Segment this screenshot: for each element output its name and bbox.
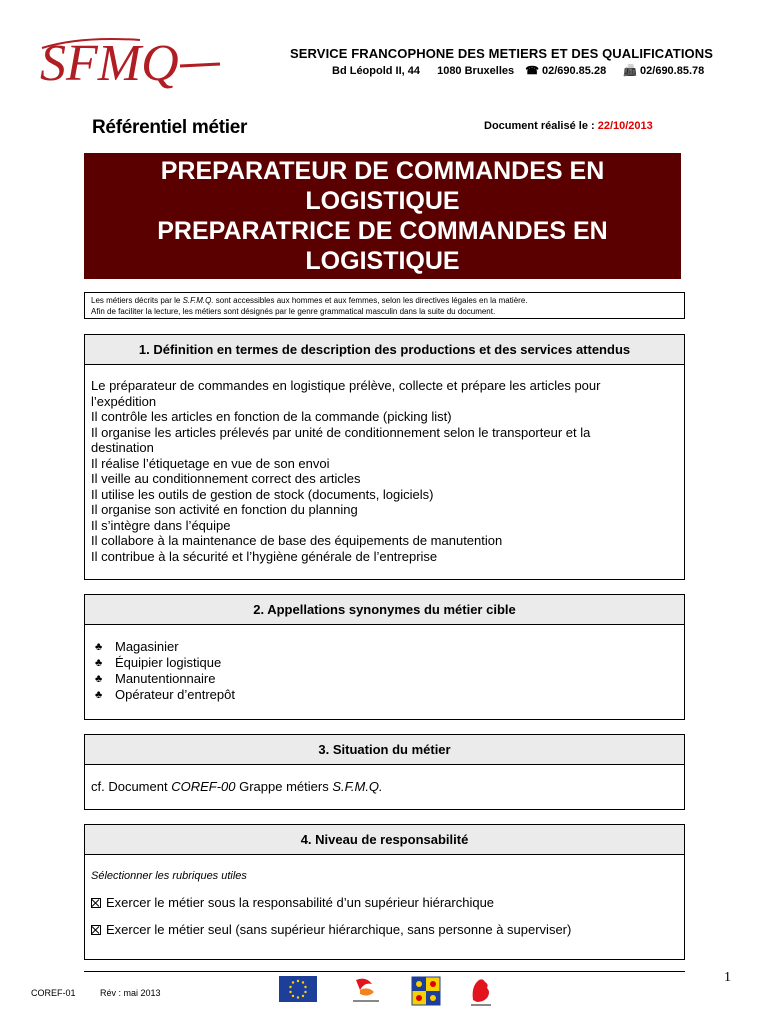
responsibility-option [91,922,678,938]
formation-logo [350,976,382,1006]
section-1-heading: 1. Définition en termes de description des productions et des services attendus [84,334,685,365]
synonym-label: Équipier logistique [115,655,222,670]
definition-line: Il organise les articles prélevés par unité de conditionnement selon le transporteur et la [91,424,591,440]
logo-text: SFMQ [40,35,179,92]
notice-text: Afin de faciliter la lecture, les métiers sont désignés par le genre grammatical masculin dans la suite du document. [91,307,496,316]
eu-flag-logo [279,976,317,1002]
synonym-label: Opérateur d’entrepôt [115,687,235,702]
definition-line: Il réalise l’étiquetage en vue de son envoi [91,455,330,471]
title-line: LOGISTIQUE [305,187,460,215]
definition-line: Il collabore à la maintenance de base des équipements de manutention [91,533,503,548]
synonym-label: Manutentionnaire [115,671,216,686]
org-name: SERVICE FRANCOPHONE DES METIERS ET DES QUALIFICATIONS [290,46,714,61]
notice-text: Les métiers décrits par le [91,296,183,305]
gender-notice [84,292,685,319]
definition-line: l’expédition [91,393,157,409]
club-bullet-icon: ♣ [95,641,103,653]
wallonie-rooster-logo [467,976,495,1008]
list-item [91,655,678,671]
section-2-heading: 2. Appellations synonymes du métier cible [84,594,685,625]
org-contact-line [332,64,704,77]
job-title-block [84,153,681,279]
option-label: Exercer le métier seul (sans supérieur hiérarchique, sans personne à superviser) [106,922,572,937]
option-label: Exercer le métier sous la responsabilité d’un supérieur hiérarchique [106,894,495,910]
definition-line: Il contrôle les articles en fonction de la commande (picking list) [91,409,452,424]
club-bullet-icon: ♣ [95,657,103,669]
selection-instruction: Sélectionner les rubriques utiles [91,870,247,882]
definition-line: Il utilise les outils de gestion de stock (documents, logiciels) [91,486,434,502]
definition-line: Il veille au conditionnement correct des articles [91,471,361,486]
list-item [91,671,678,687]
synonym-label: Magasinier [115,639,179,654]
fax-number: 02/690.85.78 [640,65,705,77]
section-2-body [84,625,685,720]
notice-emphasis: S.F.M.Q. [182,296,214,305]
title-line: PREPARATEUR DE COMMANDES EN [160,157,605,185]
section-1-body [84,365,685,580]
definition-line: Il s’intègre dans l’équipe [91,517,231,533]
situation-text: Grappe métiers [235,779,333,794]
org-postal: 1080 Bruxelles [437,65,515,77]
section-4-body [84,855,685,960]
phone-icon: ☎ [525,65,539,77]
list-item [91,687,678,703]
list-item [91,639,678,655]
definition-line: Il contribue à la sécurité et l’hygiène générale de l’entreprise [91,548,438,564]
checked-checkbox[interactable] [91,898,101,908]
checked-checkbox[interactable] [91,925,101,935]
fax-icon: 📠 [623,65,637,77]
org-address: Bd Léopold II, 44 [332,65,421,77]
definition-line: Le préparateur de commandes en logistique prélève, collecte et prépare les articles pour [91,378,601,393]
situation-text: cf. Document [91,779,172,794]
footer-divider [84,971,685,972]
responsibility-option [91,895,678,911]
section-4-heading: 4. Niveau de responsabilité [84,824,685,855]
title-line: PREPARATRICE DE COMMANDES EN [157,217,608,245]
date-value: 22/10/2013 [597,120,653,132]
coref-reference: COREF-00 [171,779,236,794]
club-bullet-icon: ♣ [95,689,103,701]
definition-line: destination [91,440,154,455]
page-number: 1 [724,970,731,985]
document-date [484,120,653,132]
phone-number: 02/690.85.28 [541,65,607,77]
definition-line: Il organise son activité en fonction du planning [91,502,358,517]
sfmq-reference: S.F.M.Q. [332,779,383,794]
title-line: LOGISTIQUE [305,247,460,275]
synonym-list [91,639,678,703]
sfmq-logo [40,34,230,94]
section-3-heading: 3. Situation du métier [84,734,685,765]
wallonia-bruxelles-crest-logo [411,976,441,1006]
document-code: COREF-01 [31,988,76,998]
section-3-body [84,765,685,810]
date-label: Document réalisé le : [484,120,595,132]
referentiel-title: Référentiel métier [92,117,248,138]
notice-text: sont accessibles aux hommes et aux femmes, selon les directives légales en la matière. [213,296,528,305]
document-revision: Rév : mai 2013 [100,988,161,998]
club-bullet-icon: ♣ [95,673,103,685]
